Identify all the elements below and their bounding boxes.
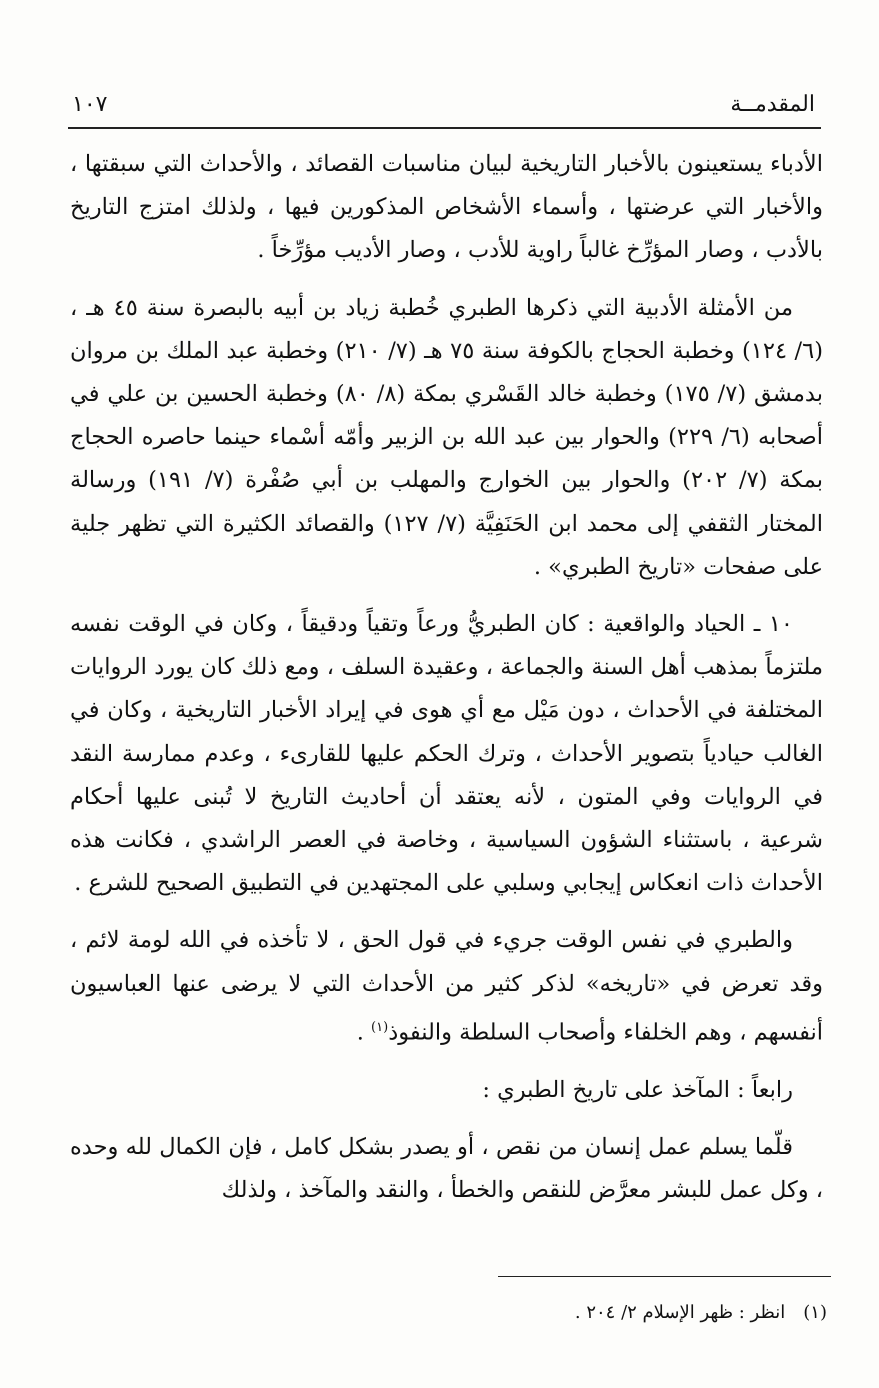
section-title: المقدمــة xyxy=(730,91,815,117)
subheading-criticisms: رابعاً : المآخذ على تاريخ الطبري : xyxy=(482,1076,793,1103)
paragraph-literature-history: الأدباء يستعينون بالأخبار التاريخية لبيان مناسبات القصائد ، والأحداث التي سبقتها ، والأخبار التي عرضتها ، وأسماء الأشخاص المذكورين فيها ، ولذلك امتزج التاريخ بالأدب ، وصار المؤرِّخ غالباً راوية للأدب ، وصار الأديب مؤرِّخاً . xyxy=(70,151,823,264)
paragraph-literary-examples: من الأمثلة الأدبية التي ذكرها الطبري خُطبة زياد بن أبيه بالبصرة سنة ٤٥ هـ ، (٦/ ١٢٤) وخطبة الحجاج بالكوفة سنة ٧٥ هـ (٧/ ٢١٠) وخطبة عبد الملك بن مروان بدمشق (٧/ ١٧٥) وخطبة خالد القَسْري بمكة (٨/ ٨٠) وخطبة الحسين بن علي في أصحابه (٦/ ٢٢٩) والحوار بين عبد الله بن الزبير وأمّه أسْماء حينما حاصره الحجاج بمكة (٧/ ٢٠٢) والحوار بين الخوارج والمهلب بن أبي صُفْرة (٧/ ١٩١) ورسالة المختار الثقفي إلى محمد ابن الحَنَفِيَّة (٧/ ١٢٧) والقصائد الكثيرة التي تظهر جلية على صفحات «تاريخ الطبري» . xyxy=(70,294,824,580)
footnote-divider xyxy=(498,1276,831,1277)
footnote-number: (١) xyxy=(803,1302,827,1323)
page-header xyxy=(72,84,815,124)
footnote xyxy=(327,1302,827,1323)
paragraph-courage xyxy=(70,919,823,1054)
footnote-text: انظر : ظهر الإسلام ٢/ ٢٠٤ . xyxy=(574,1302,786,1323)
paragraph-neutrality: ١٠ ـ الحياد والواقعية : كان الطبريُّ ورعاً وتقياً ودقيقاً ، وكان في الوقت نفسه ملتزماً بمذهب أهل السنة والجماعة ، وعقيدة السلف ، ومع ذلك كان يورد الروايات المختلفة في الأحداث ، دون مَيْل مع أي هوى في إيراد الأخبار التاريخية ، وكان في الغالب حيادياً بتصوير الأحداث ، وترك الحكم عليها للقارىء ، وعدم ممارسة النقد في الروايات وفي المتون ، لأنه يعتقد أن أحاديث التاريخ لا تُبنى عليها أحكام شرعية ، باستثناء الشؤون السياسية ، وخاصة في العصر الراشدي ، فكانت هذه الأحداث ذات انعكاس إيجابي وسلبي على المجتهدين في التطبيق الصحيح للشرع . xyxy=(70,611,823,897)
body-text xyxy=(70,143,823,1212)
paragraph-courage-end: . xyxy=(356,1019,372,1046)
page-number: ١٠٧ xyxy=(72,91,108,117)
footnote-reference[interactable]: (١) xyxy=(371,1019,389,1035)
paragraph-imperfection: قلّما يسلم عمل إنسان من نقص ، أو يصدر بشكل كامل ، فإن الكمال لله وحده ، وكل عمل للبشر معرَّض للنقص والخطأ ، والنقد والمآخذ ، ولذلك xyxy=(70,1133,823,1203)
paragraph-courage-text: والطبري في نفس الوقت جريء في قول الحق ، لا تأخذه في الله لومة لائم ، وقد تعرض في «تاريخه» لذكر كثير من الأحداث التي لا يرضى عنها العباسيون أنفسهم ، وهم الخلفاء وأصحاب السلطة والنفوذ xyxy=(70,927,823,1046)
header-divider xyxy=(68,127,821,129)
